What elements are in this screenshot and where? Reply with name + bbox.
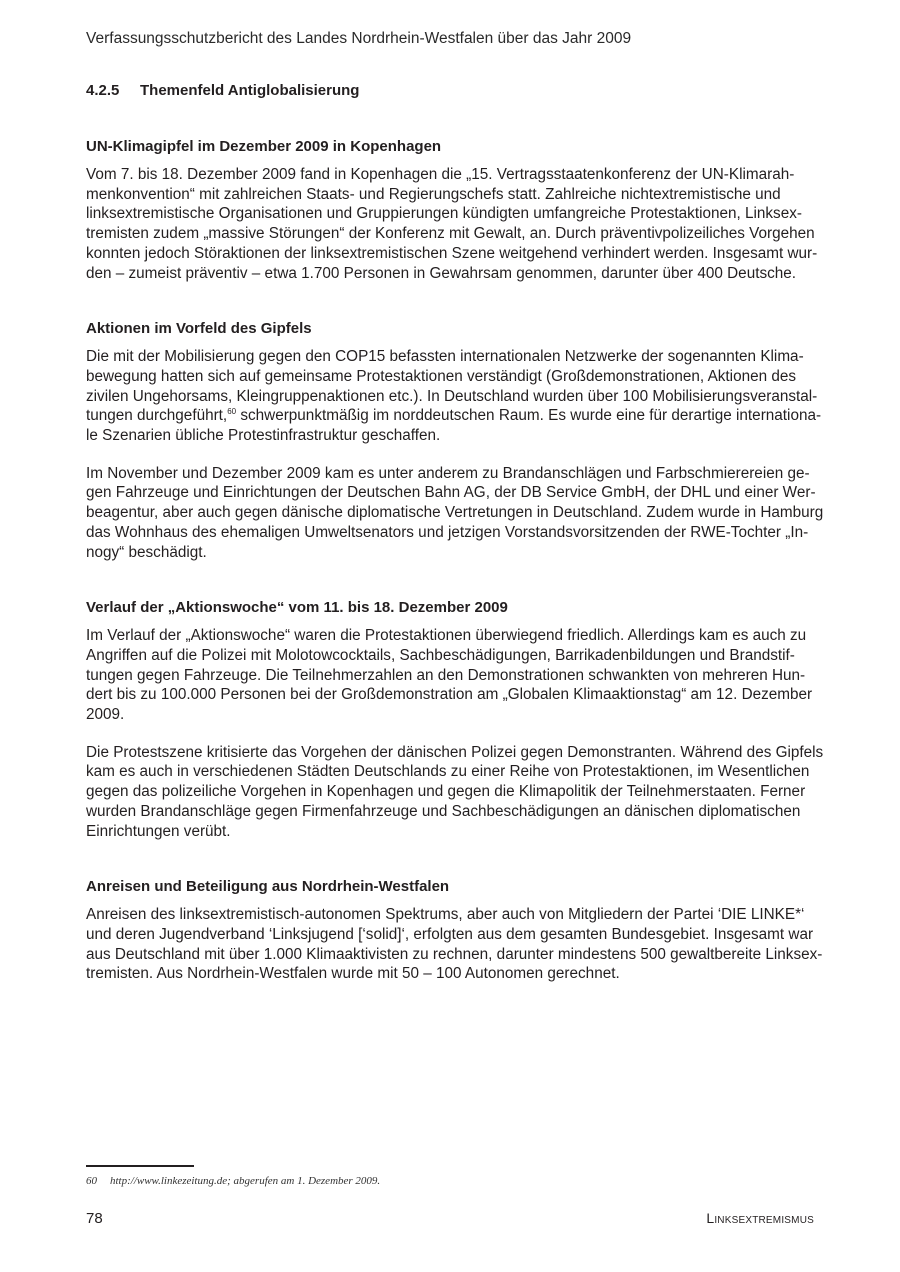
report-header: Verfassungsschutzbericht des Landes Nordrhein-Westfalen über das Jahr 2009	[86, 30, 632, 47]
text-line: konnten jedoch Störaktionen der linksextremistischen Szene weitgehend verhindert werden. Insgesamt wur-	[86, 244, 818, 262]
document-page	[86, 0, 824, 1272]
page-number: 78	[86, 1210, 103, 1227]
text-segment: tungen durchgeführt,	[86, 407, 228, 425]
section-title	[86, 82, 359, 99]
text-line: 2009.	[86, 706, 125, 724]
text-line: tremisten. Aus Nordrhein-Westfalen wurde mit 50 – 100 Autonomen gerechnet.	[86, 965, 620, 983]
paragraph	[86, 905, 823, 984]
text-line: menkonvention“ mit zahlreichen Staats- und Regierungschefs statt. Zahlreiche nichtextremistische und	[86, 185, 781, 203]
subheading: Verlauf der „Aktionswoche“ vom 11. bis 18. Dezember 2009	[86, 599, 508, 617]
text-line: Die Protestszene kritisierte das Vorgehen der dänischen Polizei gegen Demonstranten. Während des Gipfels	[86, 743, 824, 761]
text-line: und deren Jugendverband ‘Linksjugend [‘solid]‘, erfolgten aus dem gesamten Bundesgebiet. Insgesamt war	[86, 925, 814, 943]
text-line: Anreisen des linksextremistisch-autonomen Spektrums, aber auch von Mitgliedern der Partei ‘DIE LINKE*‘	[86, 906, 805, 924]
text-line: Einrichtungen verübt.	[86, 822, 231, 840]
text-line: le Szenarien übliche Protestinfrastruktur geschaffen.	[86, 427, 441, 445]
block-klimagipfel	[86, 137, 816, 283]
paragraph	[86, 743, 824, 842]
text-line: bewegung hatten sich auf gemeinsame Protestaktionen verständigt (Großdemonstrationen, Aktionen des	[86, 367, 797, 385]
text-line: Angriffen auf die Polizei mit Molotowcocktails, Sachbeschädigungen, Barrikadenbildungen und Brandstif-	[86, 646, 795, 664]
main-content	[86, 137, 824, 1020]
text-line: Vom 7. bis 18. Dezember 2009 fand in Kopenhagen die „15. Vertragsstaatenkonferenz der UN-Klimarah-	[86, 166, 795, 183]
text-line: kam es auch in verschiedenen Städten Deutschlands zu einer Reihe von Protestaktionen, im Wesentlichen	[86, 763, 810, 781]
text-line: beagentur, aber auch gegen dänische diplomatische Vertretungen in Deutschland. Zudem wurde in Hamburg	[86, 504, 824, 522]
footnote-number: 60	[86, 1175, 97, 1187]
text-line-with-footnote	[86, 406, 822, 426]
section-number: 4.2.5	[86, 82, 120, 99]
subheading: UN-Klimagipfel im Dezember 2009 in Kopenhagen	[86, 138, 442, 155]
subheading: Anreisen und Beteiligung aus Nordrhein-Westfalen	[86, 878, 450, 896]
text-line: gegen das polizeiliche Vorgehen in Kopenhagen und gegen die Klimapolitik der Teilnehmerstaaten. Ferner	[86, 783, 806, 801]
footnote-divider	[86, 1165, 194, 1167]
text-line: Die mit der Mobilisierung gegen den COP15 befassten internationalen Netzwerke der sogenannten Klima-	[86, 348, 804, 366]
text-line: tungen gegen Fahrzeuge. Die Teilnehmerzahlen an den Demonstrationen schwankten von mehreren Hun-	[86, 666, 806, 684]
text-line: zivilen Ungehorsams, Kleingruppenaktionen etc.). In Deutschland wurden über 100 Mobilisierungsveranstal-	[86, 387, 818, 405]
paragraph	[86, 165, 816, 283]
section-title-text: Themenfeld Antiglobalisierung	[140, 82, 360, 99]
text-line: nogy“ beschädigt.	[86, 543, 207, 561]
text-line: wurden Brandanschläge gegen Firmenfahrzeuge und Sachbeschädigungen an dänischen diplomatischen	[86, 802, 801, 820]
footer-section-name: Linksextremismus	[706, 1210, 814, 1226]
footnote	[86, 1175, 380, 1187]
text-line: gen Fahrzeuge und Einrichtungen der Deutschen Bahn AG, der DB Service GmbH, der DHL und einer Wer-	[86, 484, 816, 502]
block-aktionswoche	[86, 598, 824, 841]
text-line: Im November und Dezember 2009 kam es unter anderem zu Brandanschlägen und Farbschmierereien ge-	[86, 464, 810, 482]
text-line: dert bis zu 100.000 Personen bei der Großdemonstration am „Globalen Klimaaktionstag“ am 12. Dezember	[86, 686, 813, 704]
text-line: das Wohnhaus des ehemaligen Umweltsenators und jetzigen Vorstandsvorsitzenden der RWE-Tochter „In-	[86, 523, 809, 541]
text-line: tremisten zudem „massive Störungen“ der Konferenz mit Gewalt, an. Durch präventivpolizeiliches Vorgehen	[86, 225, 815, 243]
text-line: den – zumeist präventiv – etwa 1.700 Personen in Gewahrsam genommen, darunter über 400 Deutsche.	[86, 264, 797, 282]
subheading: Aktionen im Vorfeld des Gipfels	[86, 320, 312, 338]
block-anreisen	[86, 877, 823, 984]
paragraph	[86, 626, 816, 725]
footnote-reference[interactable]: 60	[227, 407, 237, 417]
paragraph	[86, 464, 824, 563]
text-segment: schwerpunktmäßig im norddeutschen Raum. Es wurde eine für derartige internationa-	[236, 407, 822, 425]
text-line: linksextremistische Organisationen und Gruppierungen kündigten umfangreiche Protestaktionen, Linksex-	[86, 205, 802, 223]
paragraph	[86, 347, 822, 446]
block-vorfeld	[86, 319, 824, 562]
text-line: aus Deutschland mit über 1.000 Klimaaktivisten zu rechnen, darunter mindestens 500 gewaltbereite Linksex-	[86, 945, 823, 963]
text-line: Im Verlauf der „Aktionswoche“ waren die Protestaktionen überwiegend friedlich. Allerdings kam es auch zu	[86, 627, 807, 645]
footnote-text: http://www.linkezeitung.de; abgerufen am 1. Dezember 2009.	[110, 1175, 381, 1187]
